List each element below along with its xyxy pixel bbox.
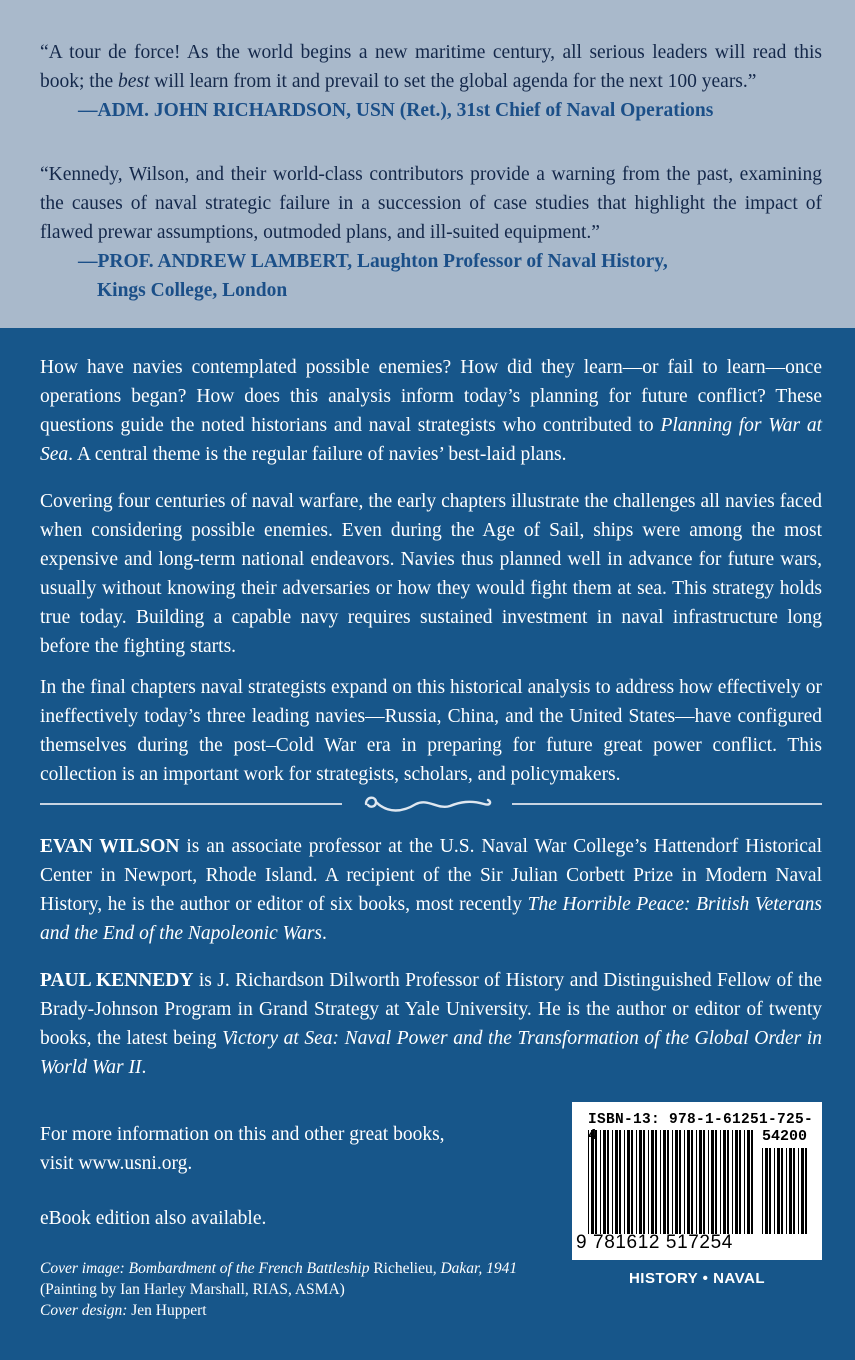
barcode-bar [801,1148,804,1234]
price-code: 54200 [762,1128,808,1145]
barcode-bar [643,1130,645,1234]
barcode-bar [672,1130,673,1234]
barcode-bar [798,1148,799,1234]
barcode-bar [595,1130,597,1234]
barcode-bar [631,1130,633,1234]
barcode-bar [663,1130,666,1234]
praise-quote-lambert [40,160,822,305]
description-paragraph-3: In the final chapters naval strategists expand on this historical analysis to address how effectively or ineffectively today’s three leading navies—Russia, China, and the United States—have configured themselves during the post–Cold War era in preparing for future great power conflict. This collection is an important work for strategists, scholars, and policymakers. [40,677,822,785]
author-name: EVAN WILSON [40,836,180,857]
barcode-bar [769,1148,771,1234]
author-bio-wilson: EVAN WILSON is an associate professor at the U.S. Naval War College’s Hattendorf Historical Center in Newport, Rhode Island. A recipient of the Sir Julian Corbett Prize in Modern Naval History, he is the author or editor of six books, most recently The Horrible Peace: British Veterans and the End of the Napoleonic Wars. [40,836,823,944]
website-link[interactable]: visit www.usni.org. [40,1153,193,1174]
barcode-bar [723,1130,726,1234]
quote-text: “A tour de force! As the world begins a new maritime century, all serious leaders will read this book; the best will learn from it and prevail to set the global agenda for the next 100 years.” [40,42,822,92]
barcode-bar [735,1130,738,1234]
quote-text: “Kennedy, Wilson, and their world-class contributors provide a warning from the past, examining the causes of naval strategic failure in a succession of case studies that highlight the impact of flawed prewar assumptions, outmoded plans, and ill-suited equipment.” [40,164,822,243]
barcode-bar [607,1130,609,1234]
barcode-bar [588,1130,589,1234]
barcode-bar [691,1130,693,1234]
cover-credits: Cover image: Bombardment of the French Battleship Richelieu, Dakar, 1941 (Painting by Ian Harley Marshall, RIAS, ASMA) Cover design: Jen Huppert [40,1260,518,1319]
barcode-bar [781,1148,783,1234]
description-paragraph-2: Covering four centuries of naval warfare, the early chapters illustrate the challenges all navies faced when considering possible enemies. Even during the Age of Sail, ships were among the most expensive and long-term national endeavors. Navies thus planned well in advance for future wars, usually without knowing their adversaries or how they would fight them at sea. This strategy holds true today. Building a capable navy requires sustained investment in naval infrastructure long before the fighting starts. [40,491,822,657]
barcode-bar [627,1130,630,1234]
barcode-bar [660,1130,661,1234]
quote-attribution-line1: —PROF. ANDREW LAMBERT, Laughton Professor of Naval History, [78,251,668,272]
ornamental-divider [40,786,822,820]
barcode-bar [793,1148,795,1234]
barcode-bar [636,1130,637,1234]
divider-line-right [512,803,822,805]
book-title: Planning for War at Sea [40,415,822,465]
barcode-bar [639,1130,642,1234]
barcode-bar [805,1148,807,1234]
book-title: The Horrible Peace: British Veterans and the End of the Napoleonic Wars [40,894,822,944]
barcode-bar [715,1130,717,1234]
flourish-icon [358,790,498,818]
barcode-bar [774,1148,775,1234]
barcode-bar [624,1130,625,1234]
barcode-bar [762,1148,763,1234]
barcode-bar [600,1130,601,1234]
barcode-bar [667,1130,669,1234]
barcode-bar [679,1130,681,1234]
isbn-barcode [572,1102,822,1260]
price-barcode-bars [762,1148,812,1234]
barcode-bar [765,1148,768,1234]
barcode-bar [684,1130,685,1234]
description-paragraph-1: How have navies contemplated possible enemies? How did they learn—or fail to learn—once operations began? How does this analysis inform today’s planning for future conflict? These questions guide the noted historians and naval strategists who contributed to Planning for War at Sea. A central theme is the regular failure of navies’ best-laid plans. [40,357,822,465]
barcode-bar [727,1130,729,1234]
book-title: Victory at Sea: Naval Power and the Transformation of the Global Order in World War II [40,1028,822,1078]
author-name: PAUL KENNEDY [40,970,194,991]
divider-line-left [40,803,342,805]
quote-attribution-line2: Kings College, London [97,280,288,301]
barcode-bar [696,1130,697,1234]
ean-barcode-bars [588,1130,754,1234]
quote-attribution: —ADM. JOHN RICHARDSON, USN (Ret.), 31st Chief of Naval Operations [78,100,714,121]
barcode-bar [711,1130,714,1234]
barcode-bar [675,1130,678,1234]
barcode-bar [708,1130,709,1234]
barcode-bar [612,1130,613,1234]
barcode-bar [739,1130,741,1234]
barcode-bar [789,1148,792,1234]
more-info: For more information on this and other great books, visit www.usni.org. [40,1120,520,1178]
barcode-bar [699,1130,702,1234]
praise-quote-richardson [40,38,822,125]
isbn-text: ISBN-13: 978-1-61251-725- [588,1112,814,1128]
barcode-bar [744,1130,745,1234]
ebook-note: eBook edition also available. [40,1208,267,1229]
barcode-bar [747,1130,750,1234]
barcode-bar [648,1130,649,1234]
barcode-bar [777,1148,780,1234]
barcode-bar [687,1130,690,1234]
barcode-bar [603,1130,606,1234]
barcode-bar [655,1130,657,1234]
ean-number: 9 781612 517254 [576,1232,733,1253]
barcode-bar [720,1130,721,1234]
barcode-bar [619,1130,621,1234]
barcode-bar [615,1130,618,1234]
barcode-bar [591,1130,594,1234]
category-label: HISTORY • NAVAL [628,1270,766,1287]
barcode-bar [732,1130,733,1234]
barcode-bar [786,1148,787,1234]
barcode-bar [703,1130,705,1234]
author-bio-kennedy: PAUL KENNEDY is J. Richardson Dilworth Professor of History and Distinguished Fellow of the Brady-Johnson Program in Grand Strategy at Yale University. He is the author or editor of twenty books, the latest being Victory at Sea: Naval Power and the Transformation of the Global Order in World War II. [40,970,822,1078]
barcode-bar [651,1130,654,1234]
barcode-bar [751,1130,753,1234]
praise-panel [0,0,855,328]
